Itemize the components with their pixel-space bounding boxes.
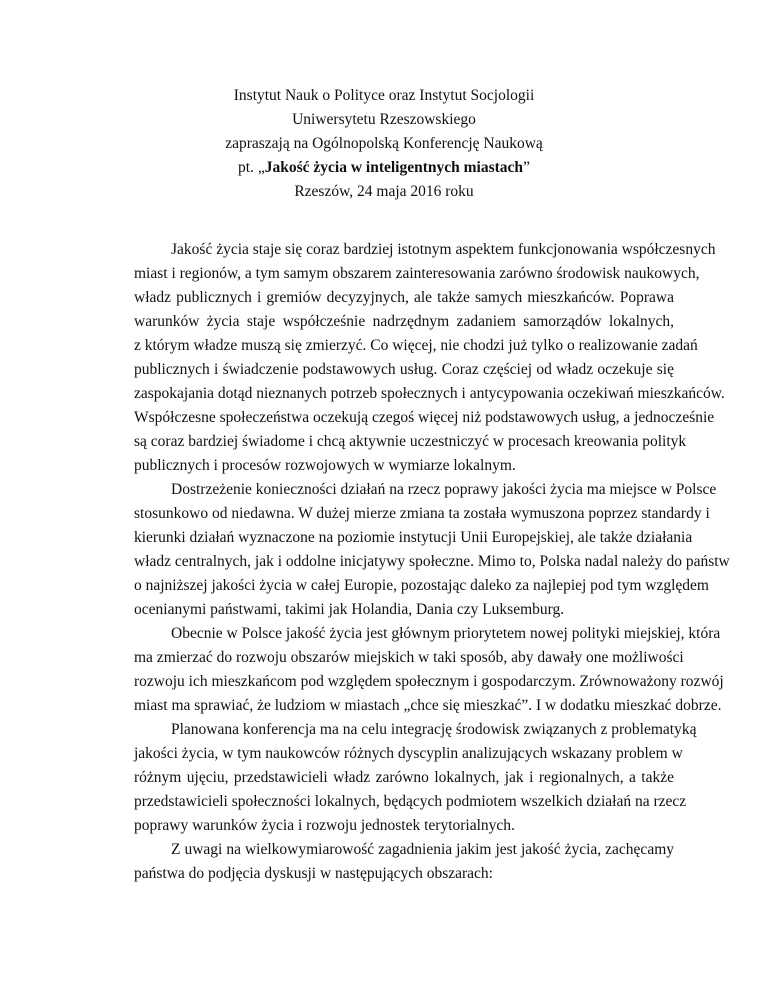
paragraph-line: poprawy warunków życia i rozwoju jednostek terytorialnych.: [134, 817, 515, 834]
paragraph-line: jakości życia, w tym naukowców różnych dyscyplin analizujących wskazany problem w: [134, 745, 683, 762]
paragraph-line: z którym władze muszą się zmierzyć. Co więcej, nie chodzi już tylko o realizowanie zadań: [134, 337, 698, 354]
paragraph-line: Współczesne społeczeństwa oczekują czegoś więcej niż podstawowych usług, a jednocześnie: [134, 409, 715, 426]
paragraph: [134, 718, 697, 838]
header-invitation: zapraszają na Ogólnopolską Konferencję Naukową: [225, 135, 543, 152]
header-institutes: Instytut Nauk o Polityce oraz Instytut Socjologii: [233, 87, 535, 104]
paragraph-line: rozwoju ich mieszkańcom pod względem społecznym i gospodarczym. Zrównoważony rozwój: [134, 673, 724, 690]
paragraph-line: władz publicznych i gremiów decyzyjnych, ale także samych mieszkańców. Poprawa: [134, 289, 674, 306]
paragraph: [134, 622, 724, 718]
paragraph-line: stosunkowo od niedawna. W dużej mierze zmiana ta została wymuszona poprzez standardy i: [134, 505, 710, 522]
paragraph-line: o najniższej jakości życia w całej Europie, pozostając daleko za najlepiej pod tym względem: [134, 577, 709, 594]
paragraph-line: Jakość życia staje się coraz bardziej istotnym aspektem funkcjonowania współczesnych: [171, 241, 716, 258]
paragraph: [134, 238, 725, 478]
document-body: [134, 238, 730, 886]
paragraph-line: Z uwagi na wielkowymiarowość zagadnienia jakim jest jakość życia, zachęcamy: [171, 841, 674, 858]
paragraph-line: Planowana konferencja ma na celu integrację środowisk związanych z problematyką: [171, 721, 697, 738]
paragraph-line: przedstawicieli społeczności lokalnych, będących podmiotem wszelkich działań na rzecz: [134, 793, 687, 810]
header-university: Uniwersytetu Rzeszowskiego: [292, 111, 476, 128]
paragraph: [134, 838, 674, 886]
paragraph-line: warunków życia staje współcześnie nadrzędnym zadaniem samorządów lokalnych,: [134, 313, 674, 330]
paragraph-line: Dostrzeżenie konieczności działań na rzecz poprawy jakości życia ma miejsce w Polsce: [171, 481, 717, 498]
paragraph-line: publicznych i procesów rozwojowych w wymiarze lokalnym.: [134, 457, 516, 474]
paragraph-line: ocenianymi państwami, takimi jak Holandia, Dania czy Luksemburg.: [134, 601, 565, 618]
conference-date: Rzeszów, 24 maja 2016 roku: [294, 183, 474, 200]
title-suffix: ”: [523, 159, 530, 176]
paragraph-line: publicznych i świadczenie podstawowych usług. Coraz częściej od władz oczekuje się: [134, 361, 674, 378]
paragraph-line: kierunki działań wyznaczone na poziomie instytucji Unii Europejskiej, ale także działania: [134, 529, 693, 546]
paragraph-line: Obecnie w Polsce jakość życia jest głównym priorytetem nowej polityki miejskiej, która: [171, 625, 721, 642]
paragraph-line: ma zmierzać do rozwoju obszarów miejskich w taki sposób, aby dawały one możliwości: [134, 649, 684, 666]
title-bold: Jakość życia w inteligentnych miastach: [264, 159, 524, 176]
paragraph: [134, 478, 730, 622]
paragraph-line: zaspokajania dotąd nieznanych potrzeb społecznych i antycypowania oczekiwań mieszkańców.: [134, 385, 725, 402]
title-prefix: pt. „: [238, 159, 265, 176]
paragraph-line: miast ma sprawiać, że ludziom w miastach „chce się mieszkać”. I w dodatku mieszkać dobrze.: [134, 697, 722, 714]
document-header: [0, 84, 768, 204]
paragraph-line: różnym ujęciu, przedstawicieli władz zarówno lokalnych, jak i regionalnych, a także: [134, 769, 674, 786]
paragraph-line: państwa do podjęcia dyskusji w następujących obszarach:: [134, 865, 493, 882]
conference-title: [0, 156, 768, 180]
paragraph-line: władz centralnych, jak i oddolne inicjatywy społeczne. Mimo to, Polska nadal należy do państw: [134, 553, 730, 570]
paragraph-line: miast i regionów, a tym samym obszarem zainteresowania zarówno środowisk naukowych,: [134, 265, 700, 282]
paragraph-line: są coraz bardziej świadome i chcą aktywnie uczestniczyć w procesach kreowania polityk: [134, 433, 687, 450]
